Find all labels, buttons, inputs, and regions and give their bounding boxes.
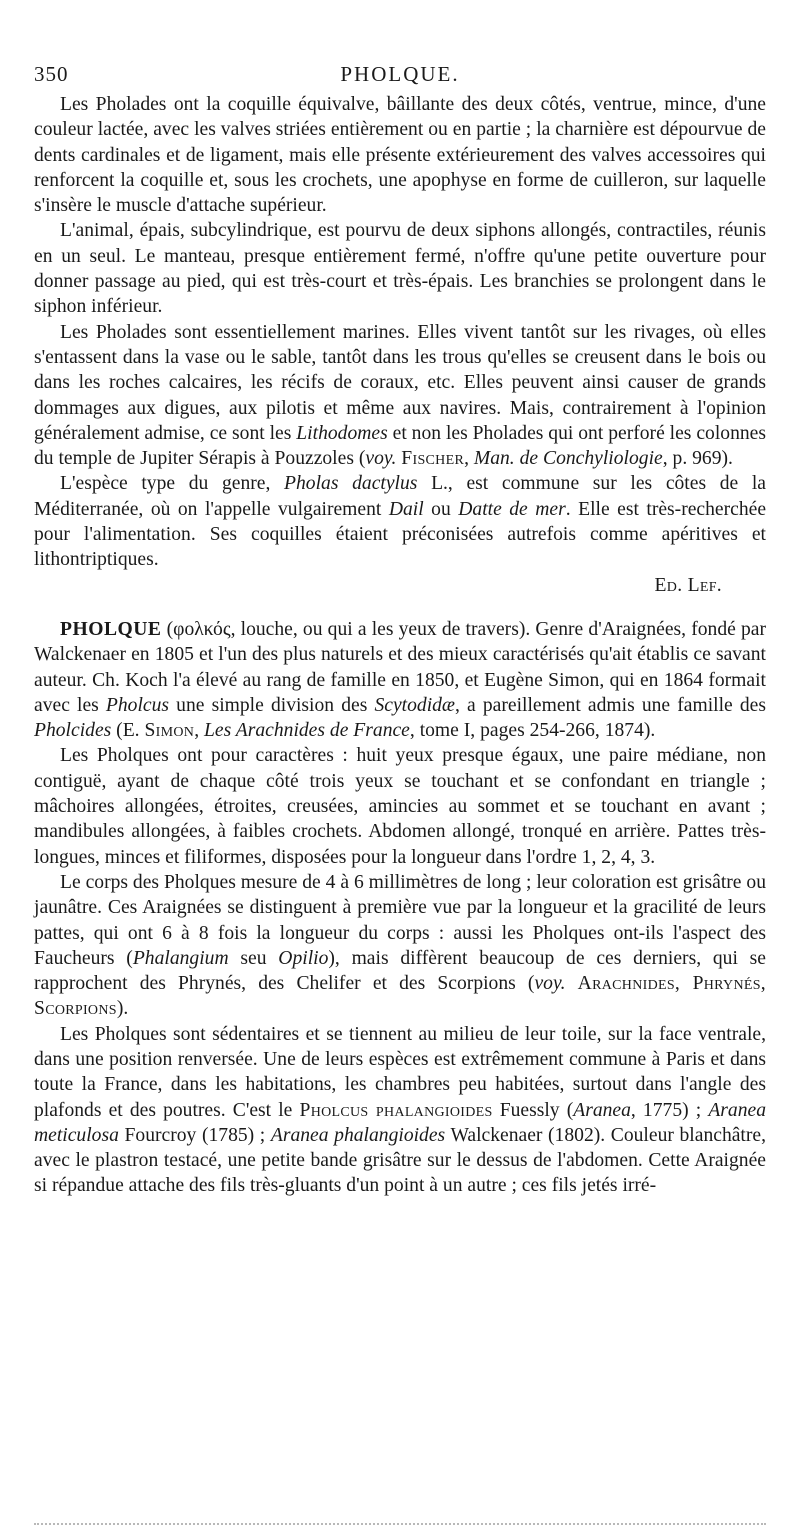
book-title: Man. de Conchyliologie <box>473 448 663 470</box>
entry-headword: PHOLQUE <box>60 618 162 640</box>
footer-dotted-rule <box>34 1523 766 1525</box>
running-title: PHOLQUE. <box>340 62 460 86</box>
author-citation: Fischer <box>401 448 465 470</box>
taxon-name: Pholas dactylus <box>284 473 418 495</box>
pholque-paragraph-2: Les Pholques ont pour caractères : huit yeux presque égaux, une paire médiane, non contiguë, ayant de chaque côté trois yeux se touchant et se confondant en triangle ; mâchoires allongées, étroites, creusées, amincies au sommet et se touchant en avant ; mandibules allongées, à faibles crochets. Abdomen allongé, tronqué en arrière. Pattes très-longues, minces et filiformes, disposées pour la longueur dans l'ordre 1, 2, 4, 3. <box>34 745 766 868</box>
species-name: Pholcus phalangioides <box>299 1099 493 1121</box>
pholade-paragraph-2: L'animal, épais, subcylindrique, est pourvu de deux siphons allongés, contractiles, réunis en un seul. Le manteau, presque entièrement fermé, n'offre qu'une petite ouverture pour donner passage au pied, qui est très-court et très-épais. Les branchies se prolongent dans le siphon inférieur. <box>34 220 766 318</box>
author-signature: Ed. Lef. <box>654 574 722 596</box>
book-title: Les Arachnides de France <box>204 720 410 742</box>
section-gap <box>34 598 766 617</box>
pholque-paragraph-4: Les Pholques sont sédentaires et se tiennent au milieu de leur toile, sur la face ventrale, dans une position renversée. Une de leurs espèces est extrêmement commune à Paris et dans toute la France, dans les habitations, les chambres peu habitées, surtout dans l'angle des plafonds et des poutres. C'est le Pholcus phalangioides Fuessly (Aranea, 1775) ; Aranea meticulosa Fourcroy (1785) ; Aranea phalangioides Walckenaer (1802). Couleur blanchâtre, avec le plastron testacé, une petite bande grisâtre sur le dessus de l'abdomen. Cette Araignée si répandue attache des fils très-gluants d'un point à un autre ; ces fils jetés irré- <box>34 1023 766 1197</box>
page-header <box>34 62 766 92</box>
book-page <box>34 62 766 1199</box>
pholade-paragraph-3: Les Pholades sont essentiellement marines. Elles vivent tantôt sur les rivages, où elles s'entassent dans la vase ou le sable, tantôt dans les trous qu'elles se creusent dans le bois ou dans les roches calcaires, les récifs de coraux, etc. Elles peuvent ainsi causer de grands dommages aux digues, aux pilotis et même aux navires. Mais, contrairement à l'opinion généralement admise, ce sont les Lithodomes et non les Pholades qui ont perforé les colonnes du temple de Jupiter Sérapis à Pouzzoles (voy. Fischer, Man. de Conchyliologie, p. 969). <box>34 321 766 470</box>
pholque-paragraph-1: PHOLQUE (φολκός, louche, ou qui a les yeux de travers). Genre d'Araignées, fondé par Walckenaer en 1805 et l'un des plus naturels et des mieux caractérisés qu'ait établis ce savant auteur. Ch. Koch l'a élevé au rang de famille en 1850, et Eugène Simon, qui en 1864 formait avec les Pholcus une simple division des Scytodidæ, a pareillement admis une famille des Pholcides (E. Simon, Les Arachnides de France, tome I, pages 254-266, 1874). <box>34 618 766 742</box>
cross-reference: Arachnides, Phrynés, Scorpions <box>34 973 767 1020</box>
pholque-paragraph-3: Le corps des Pholques mesure de 4 à 6 millimètres de long ; leur coloration est grisâtre ou jaunâtre. Ces Araignées se distinguent à première vue par la longueur et la gracilité de leurs pattes, qui ont 6 à 8 fois la longueur du corps : aussi les Pholques ont-ils l'aspect des Faucheurs (Phalangium seu Opilio), mais diffèrent beaucoup de ces derniers, qui se rapprochent des Phrynés, des Chelifer et des Scorpions (voy. Arachnides, Phrynés, Scorpions). <box>34 871 767 1020</box>
pholade-paragraph-4: L'espèce type du genre, Pholas dactylus L., est commune sur les côtes de la Méditerranée, où on l'appelle vulgairement Dail ou Datte de mer. Elle est très-recherchée pour l'alimentation. Ses coquilles étaient préconisées autrefois comme apéritives et lithontriptiques. <box>34 473 767 571</box>
pholade-paragraph-1: Les Pholades ont la coquille équivalve, bâillante des deux côtés, ventrue, mince, d'une couleur lactée, avec les valves striées entièrement ou en partie ; la charnière est dépourvue de dents cardinales et de ligament, mais elle présente extérieurement des valves accessoires qui renforcent la coquille et, sous les crochets, une apophyse en forme de cuilleron, sur laquelle s'insère le muscle d'attache supérieur. <box>34 94 766 217</box>
page-number: 350 <box>34 62 69 86</box>
taxon-name: Lithodomes <box>296 422 388 444</box>
